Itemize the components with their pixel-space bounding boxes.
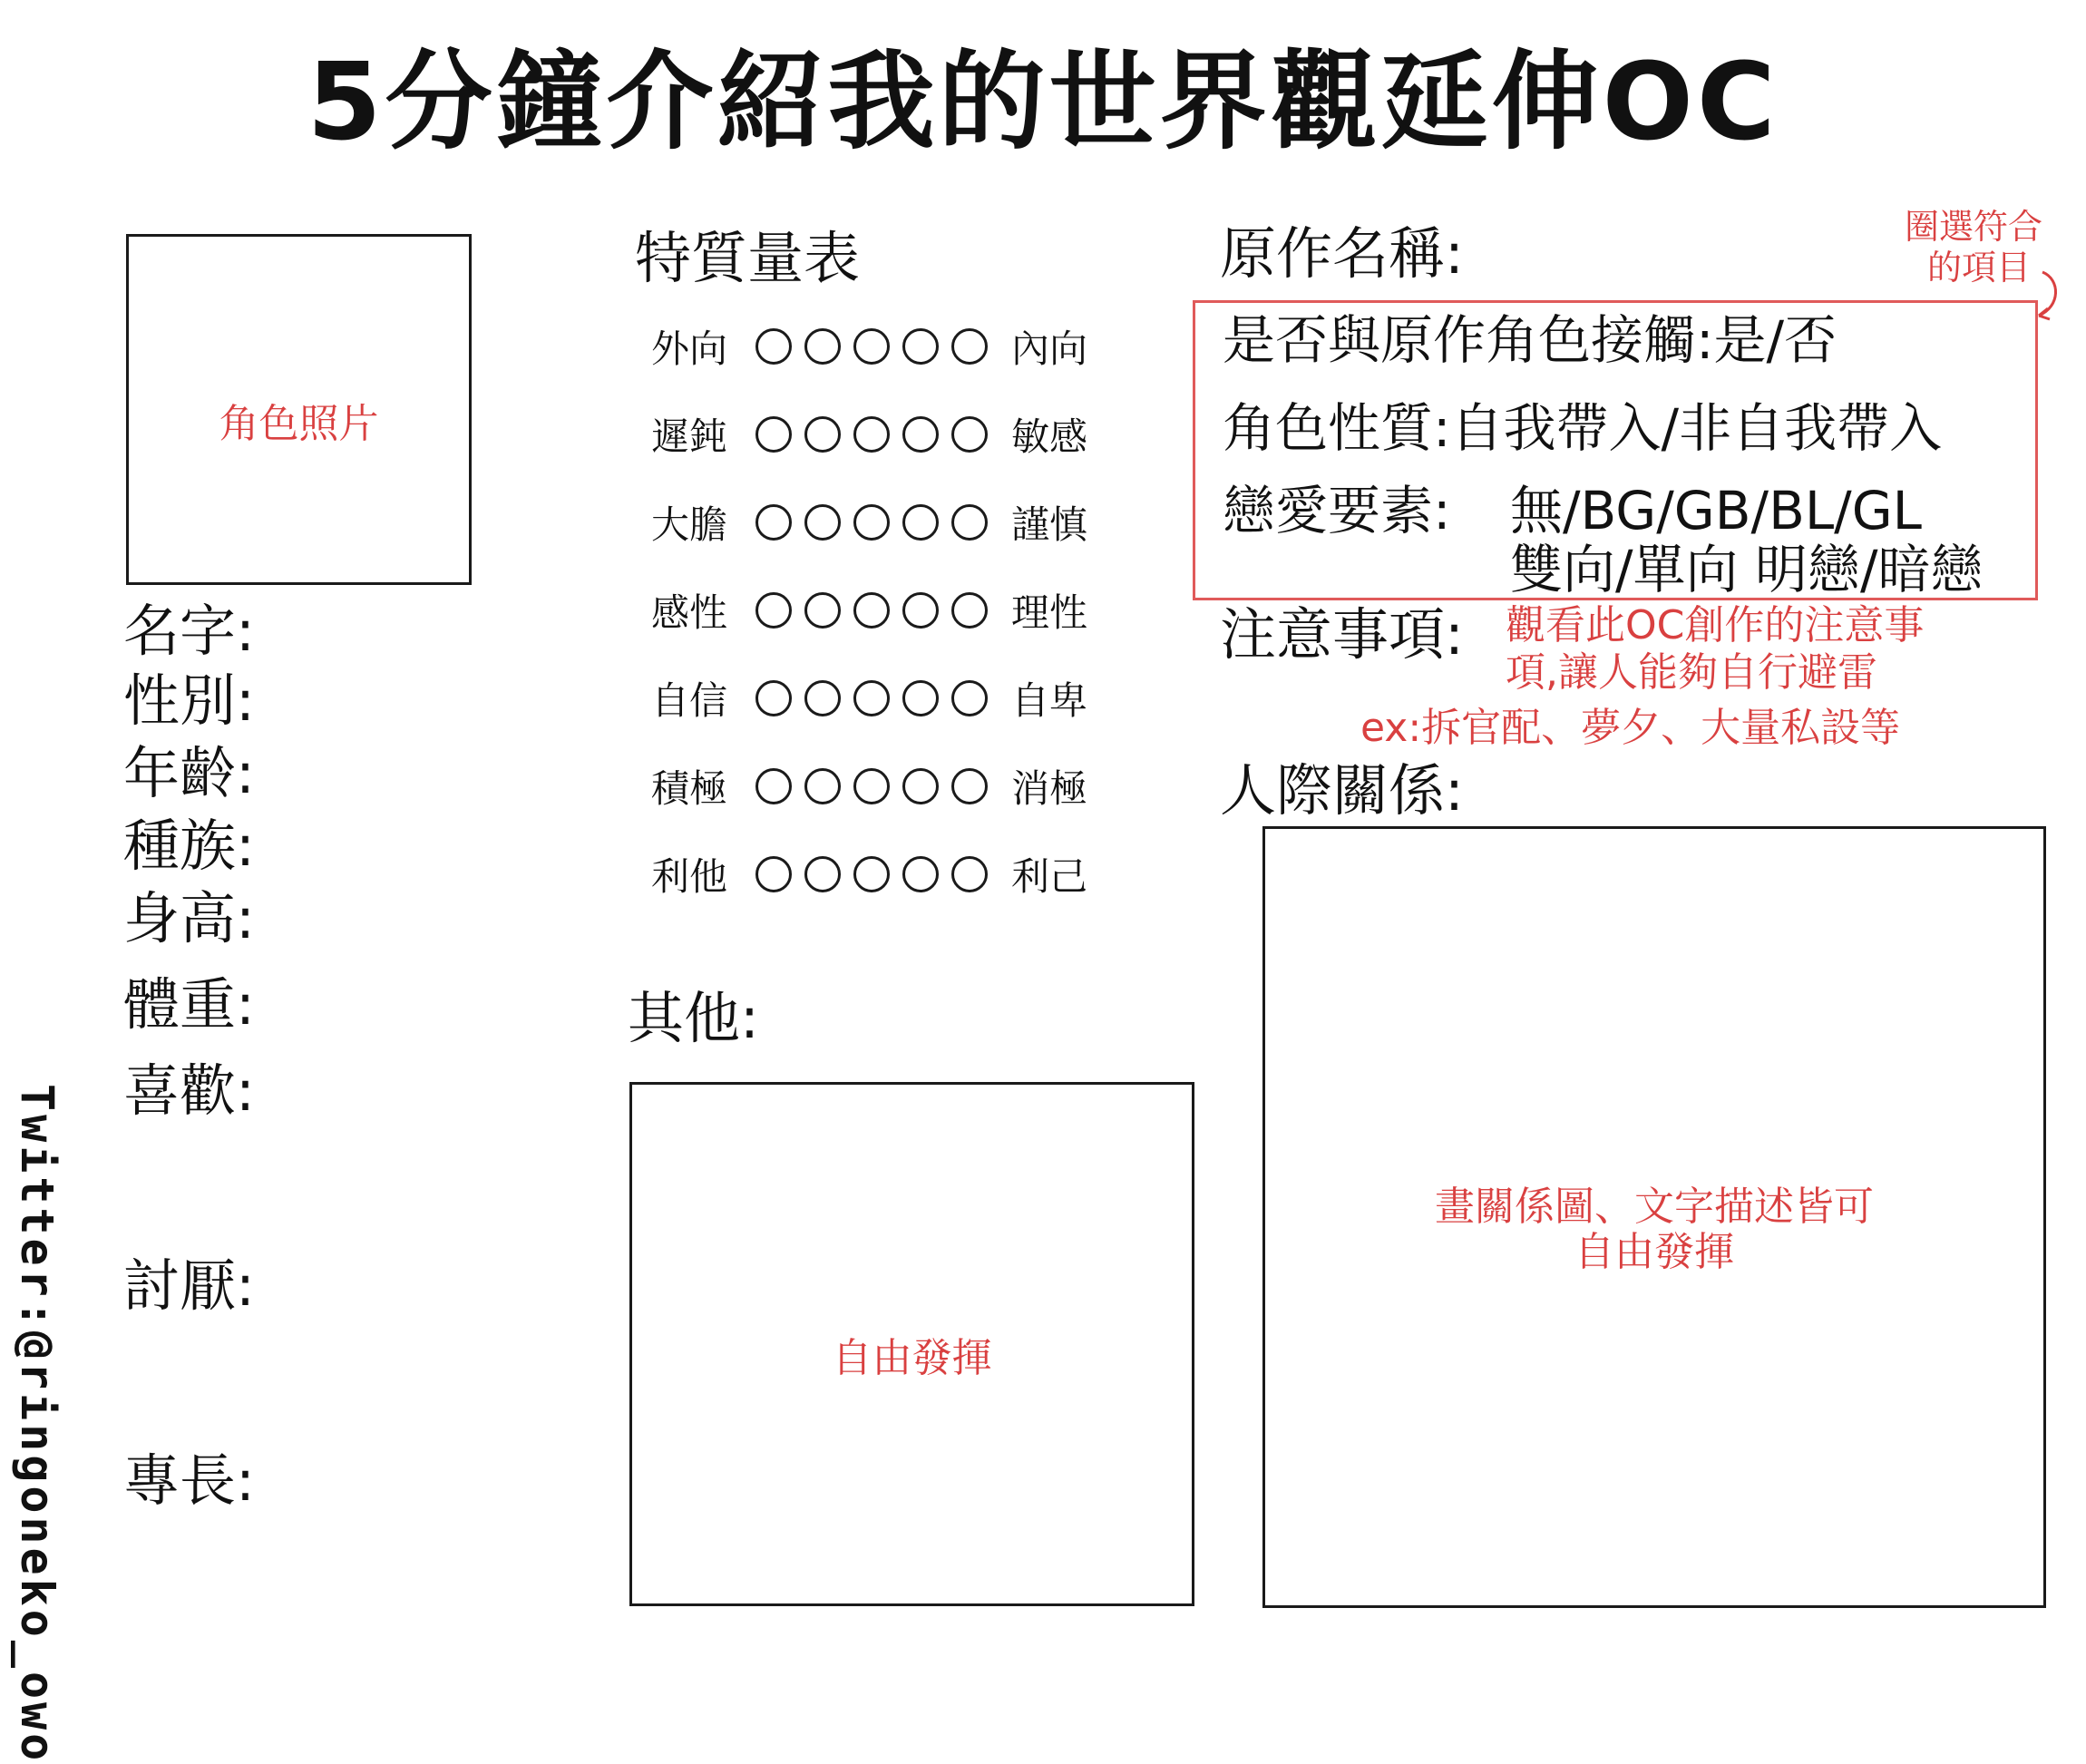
field-weight: 體重:	[123, 971, 255, 1038]
origin-romance-label: 戀愛要素:	[1223, 480, 1451, 541]
origin-hint-line1: 圈選符合	[1905, 207, 2043, 247]
trait-left-label: 積極	[651, 766, 728, 811]
trait-option-circle[interactable]	[853, 504, 890, 541]
field-age: 年齡:	[123, 740, 255, 806]
trait-row	[651, 671, 1087, 726]
trait-option-circle[interactable]	[755, 416, 792, 453]
trait-right-label: 消極	[1011, 766, 1088, 811]
trait-option-circle[interactable]	[902, 680, 939, 716]
trait-row	[651, 495, 1087, 550]
trait-option-circle[interactable]	[853, 680, 890, 716]
field-skills: 專長:	[123, 1447, 255, 1514]
field-species: 種族:	[123, 813, 255, 879]
trait-option-circle[interactable]	[804, 416, 841, 453]
trait-row	[651, 583, 1087, 638]
trait-row	[651, 759, 1087, 814]
trait-option-circle[interactable]	[951, 768, 988, 804]
trait-circles	[755, 680, 1000, 716]
twitter-credit: Twitter:@ringoneko_owo	[11, 1084, 63, 1764]
trait-option-circle[interactable]	[902, 856, 939, 892]
trait-option-circle[interactable]	[755, 768, 792, 804]
other-box-placeholder: 自由發揮	[832, 1335, 992, 1381]
trait-option-circle[interactable]	[755, 856, 792, 892]
field-gender: 性別:	[123, 668, 255, 734]
relations-box-line2: 自由發揮	[1574, 1229, 1734, 1275]
trait-left-label: 外向	[651, 326, 728, 371]
trait-option-circle[interactable]	[853, 328, 890, 365]
trait-left-label: 自信	[651, 678, 728, 723]
trait-left-label: 感性	[651, 590, 728, 635]
trait-option-circle[interactable]	[804, 856, 841, 892]
trait-option-circle[interactable]	[853, 856, 890, 892]
trait-right-label: 內向	[1011, 326, 1088, 371]
trait-row	[651, 847, 1087, 901]
field-height: 身高:	[123, 885, 255, 951]
trait-option-circle[interactable]	[902, 328, 939, 365]
trait-left-label: 遲鈍	[651, 414, 728, 459]
origin-title-label: 原作名稱:	[1220, 220, 1464, 287]
notes-desc-line2: 項,讓人能夠自行避雷	[1506, 649, 1877, 696]
origin-romance-line1: 無/BG/GB/BL/GL	[1510, 480, 1922, 541]
origin-contact: 是否與原作角色接觸:是/否	[1223, 309, 1837, 371]
trait-option-circle[interactable]	[902, 592, 939, 629]
trait-right-label: 利己	[1011, 854, 1088, 899]
trait-option-circle[interactable]	[804, 592, 841, 629]
page-title: 5分鐘介紹我的世界觀延伸OC	[307, 39, 1779, 164]
trait-option-circle[interactable]	[951, 856, 988, 892]
trait-right-label: 謹慎	[1011, 502, 1088, 547]
trait-option-circle[interactable]	[804, 768, 841, 804]
origin-hint-line2: 的項目	[1927, 248, 2032, 288]
trait-option-circle[interactable]	[951, 504, 988, 541]
character-photo-placeholder: 角色照片	[219, 401, 379, 447]
trait-circles	[755, 328, 1000, 365]
trait-right-label: 理性	[1011, 590, 1088, 635]
trait-option-circle[interactable]	[902, 768, 939, 804]
relations-heading: 人際關係:	[1220, 757, 1464, 824]
trait-option-circle[interactable]	[804, 328, 841, 365]
field-likes: 喜歡:	[123, 1057, 255, 1124]
trait-right-label: 敏感	[1011, 414, 1088, 459]
trait-circles	[755, 768, 1000, 804]
field-dislikes: 討厭:	[123, 1252, 255, 1319]
field-name: 名字:	[123, 598, 255, 664]
notes-example: ex:拆官配、夢夕、大量私設等	[1360, 705, 1901, 751]
relations-box-line1: 畫關係圖、文字描述皆可	[1435, 1184, 1874, 1230]
trait-left-label: 大膽	[651, 502, 728, 547]
character-photo-box[interactable]	[126, 234, 472, 585]
trait-option-circle[interactable]	[755, 680, 792, 716]
trait-option-circle[interactable]	[902, 416, 939, 453]
trait-circles	[755, 592, 1000, 629]
trait-option-circle[interactable]	[951, 416, 988, 453]
trait-option-circle[interactable]	[804, 680, 841, 716]
trait-option-circle[interactable]	[951, 680, 988, 716]
relations-box[interactable]	[1262, 826, 2046, 1608]
origin-romance-line2: 雙向/單向 明戀/暗戀	[1510, 539, 1984, 600]
other-heading: 其他:	[628, 985, 759, 1051]
trait-option-circle[interactable]	[902, 504, 939, 541]
notes-label: 注意事項:	[1220, 601, 1464, 668]
trait-circles	[755, 504, 1000, 541]
trait-option-circle[interactable]	[755, 504, 792, 541]
trait-right-label: 自卑	[1011, 678, 1088, 723]
trait-option-circle[interactable]	[853, 768, 890, 804]
trait-option-circle[interactable]	[755, 592, 792, 629]
trait-circles	[755, 416, 1000, 453]
trait-option-circle[interactable]	[951, 592, 988, 629]
origin-nature: 角色性質:自我帶入/非自我帶入	[1223, 397, 1943, 459]
other-box[interactable]	[629, 1082, 1194, 1606]
trait-circles	[755, 856, 1000, 892]
trait-row	[651, 319, 1087, 374]
traits-heading: 特質量表	[635, 225, 861, 291]
trait-row	[651, 407, 1087, 462]
trait-left-label: 利他	[651, 854, 728, 899]
notes-desc-line1: 觀看此OC創作的注意事	[1506, 602, 1925, 648]
trait-option-circle[interactable]	[853, 416, 890, 453]
trait-option-circle[interactable]	[755, 328, 792, 365]
trait-option-circle[interactable]	[951, 328, 988, 365]
trait-option-circle[interactable]	[853, 592, 890, 629]
trait-option-circle[interactable]	[804, 504, 841, 541]
